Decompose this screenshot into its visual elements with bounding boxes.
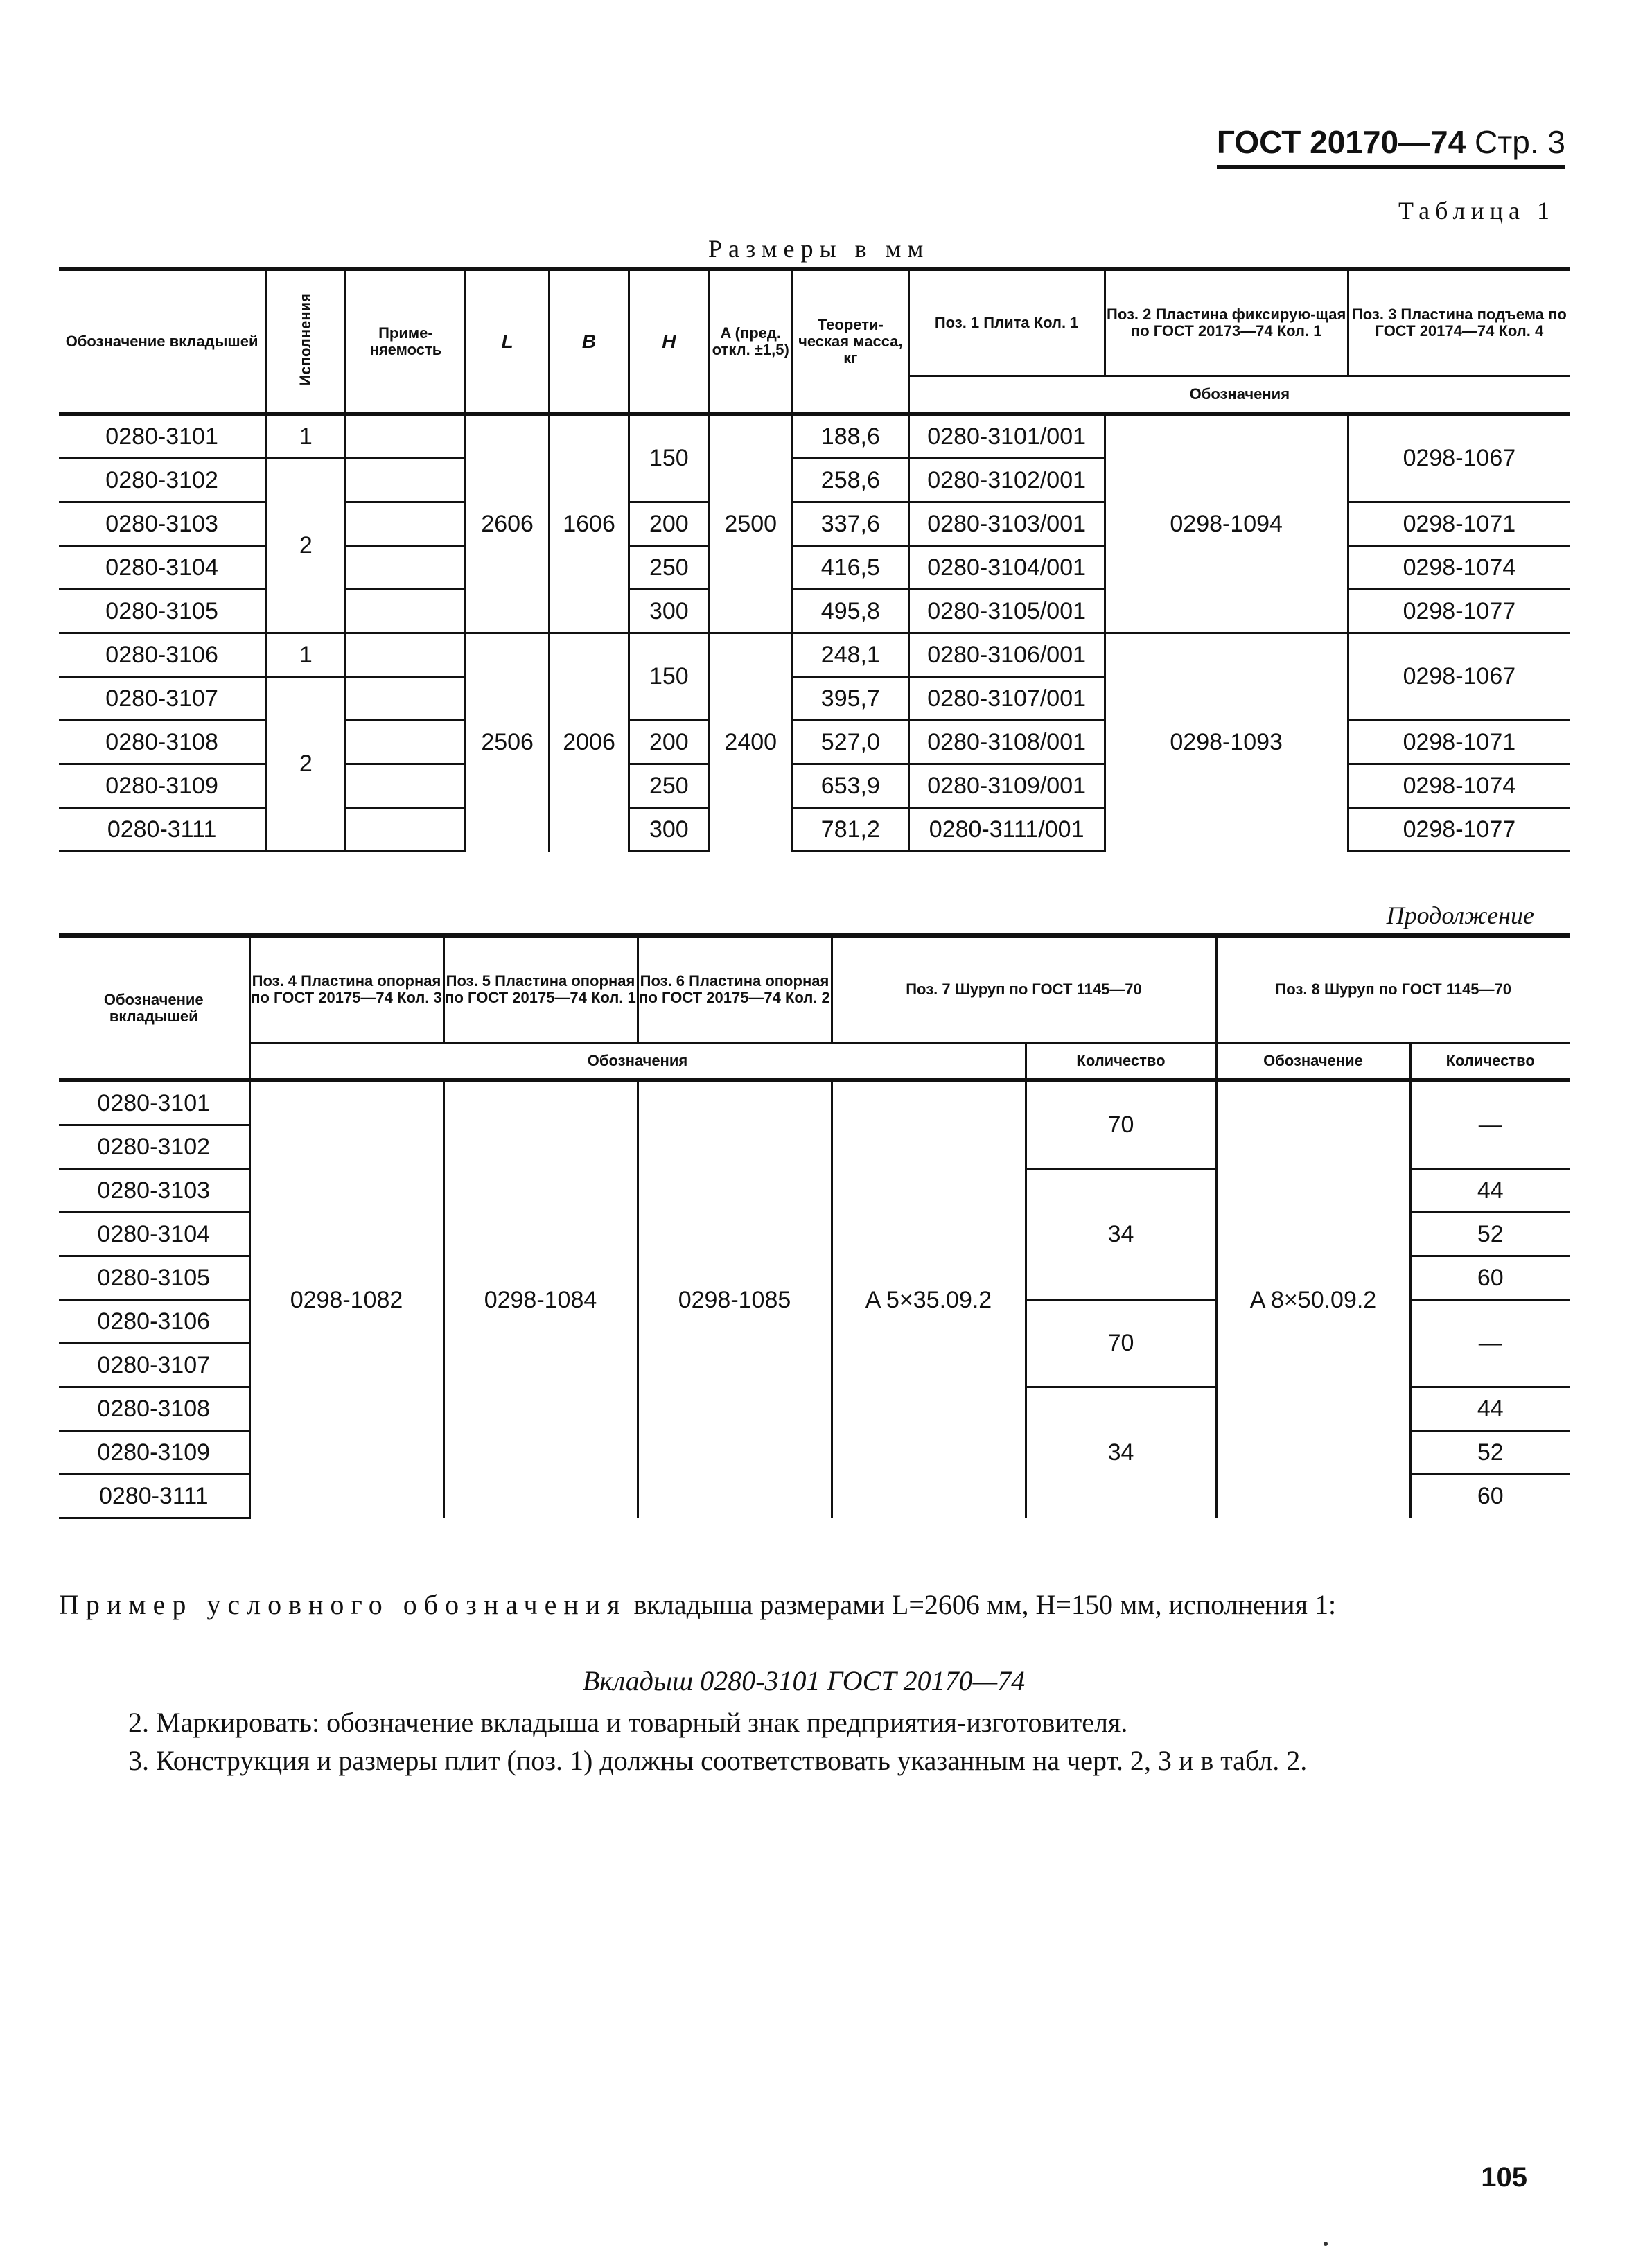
example-paragraph xyxy=(59,1587,1549,1623)
cell-pos1: 0280-3101/001 xyxy=(908,414,1105,459)
col-designation-pos8: Обозначение xyxy=(1216,1043,1410,1081)
cell-L: 2506 xyxy=(466,633,550,852)
cell-execution: 1 xyxy=(266,414,346,459)
table-caption: Таблица 1 xyxy=(1398,197,1555,225)
cell-mass: 248,1 xyxy=(792,633,908,677)
cell-designation: 0280-3107 xyxy=(59,677,266,721)
col-pos2: Поз. 2 Пластина фиксирую-щая по ГОСТ 20173—74 Кол. 1 xyxy=(1105,269,1348,376)
col-designations: Обозначения xyxy=(908,376,1570,414)
cell-L: 2606 xyxy=(466,414,550,633)
continuation-table xyxy=(59,933,1570,1519)
cell-designation: 0280-3111 xyxy=(59,1475,249,1518)
cell-designation: 0280-3109 xyxy=(59,1431,249,1475)
cell-pos7: A 5×35.09.2 xyxy=(832,1080,1026,1518)
cell-pos8-qty: 60 xyxy=(1410,1475,1570,1518)
cell-applicability xyxy=(346,546,466,590)
cell-applicability xyxy=(346,590,466,633)
cell-A: 2500 xyxy=(709,414,793,633)
cell-pos7-qty: 70 xyxy=(1026,1080,1216,1169)
cell-applicability xyxy=(346,808,466,852)
cell-designation: 0280-3111 xyxy=(59,808,266,852)
col-designation-2: Обозначение вкладышей xyxy=(59,936,249,1080)
cell-pos3: 0298-1067 xyxy=(1348,633,1570,721)
cell-designation: 0280-3101 xyxy=(59,1080,249,1125)
cell-pos8-qty: 44 xyxy=(1410,1169,1570,1213)
cell-designation: 0280-3104 xyxy=(59,546,266,590)
page-header xyxy=(1217,123,1565,169)
cell-designation: 0280-3105 xyxy=(59,1256,249,1300)
cell-designation: 0280-3104 xyxy=(59,1213,249,1256)
cell-pos1: 0280-3111/001 xyxy=(908,808,1105,852)
cell-H: 150 xyxy=(629,414,709,502)
table-row xyxy=(59,633,1570,677)
cell-designation: 0280-3103 xyxy=(59,1169,249,1213)
cell-pos3: 0298-1074 xyxy=(1348,764,1570,808)
cell-A: 2400 xyxy=(709,633,793,852)
cell-applicability xyxy=(346,414,466,459)
cell-designation: 0280-3109 xyxy=(59,764,266,808)
table-row xyxy=(59,1080,1570,1125)
cell-pos8-qty: — xyxy=(1410,1300,1570,1387)
col-pos3: Поз. 3 Пластина подъема по ГОСТ 20174—74 Кол. 4 xyxy=(1348,269,1570,376)
cell-pos1: 0280-3106/001 xyxy=(908,633,1105,677)
cell-pos1: 0280-3109/001 xyxy=(908,764,1105,808)
cell-pos6: 0298-1085 xyxy=(638,1080,832,1518)
cell-H: 250 xyxy=(629,764,709,808)
cell-execution: 2 xyxy=(266,677,346,852)
cell-H: 200 xyxy=(629,502,709,546)
col-mass: Теорети-ческая масса, кг xyxy=(792,269,908,414)
cell-designation: 0280-3108 xyxy=(59,1387,249,1431)
cell-designation: 0280-3102 xyxy=(59,459,266,502)
cell-pos8: A 8×50.09.2 xyxy=(1216,1080,1410,1518)
cell-H: 200 xyxy=(629,721,709,764)
cell-designation: 0280-3106 xyxy=(59,1300,249,1344)
cell-pos1: 0280-3108/001 xyxy=(908,721,1105,764)
cell-applicability xyxy=(346,721,466,764)
cell-pos2: 0298-1094 xyxy=(1105,414,1348,633)
col-L: L xyxy=(466,269,550,414)
col-applicability: Приме-няемость xyxy=(346,269,466,414)
item-3: 3. Конструкция и размеры плит (поз. 1) должны соответствовать указанным на черт. 2, 3 и в табл. 2. xyxy=(128,1745,1308,1776)
col-designations-2: Обозначения xyxy=(249,1043,1026,1081)
cell-pos5: 0298-1084 xyxy=(443,1080,638,1518)
cell-designation: 0280-3107 xyxy=(59,1344,249,1387)
page-label: Стр. 3 xyxy=(1474,124,1565,160)
cell-B: 2006 xyxy=(549,633,629,852)
cell-H: 250 xyxy=(629,546,709,590)
cell-H: 150 xyxy=(629,633,709,721)
cell-pos8-qty: 52 xyxy=(1410,1213,1570,1256)
cell-pos8-qty: 60 xyxy=(1410,1256,1570,1300)
table-row xyxy=(59,414,1570,459)
cell-designation: 0280-3106 xyxy=(59,633,266,677)
cell-pos1: 0280-3104/001 xyxy=(908,546,1105,590)
col-pos5: Поз. 5 Пластина опорная по ГОСТ 20175—74 Кол. 1 xyxy=(443,936,638,1043)
cell-mass: 188,6 xyxy=(792,414,908,459)
cell-B: 1606 xyxy=(549,414,629,633)
cell-pos4: 0298-1082 xyxy=(249,1080,443,1518)
cell-mass: 416,5 xyxy=(792,546,908,590)
example-designation: Вкладыш 0280-3101 ГОСТ 20170—74 xyxy=(582,1665,1026,1696)
cell-pos1: 0280-3107/001 xyxy=(908,677,1105,721)
cell-pos3: 0298-1067 xyxy=(1348,414,1570,502)
cell-pos8-qty: 52 xyxy=(1410,1431,1570,1475)
example-intro: Пример условного обозначения xyxy=(59,1589,627,1620)
col-pos8: Поз. 8 Шуруп по ГОСТ 1145—70 xyxy=(1216,936,1570,1043)
col-pos7: Поз. 7 Шуруп по ГОСТ 1145—70 xyxy=(832,936,1216,1043)
cell-pos7-qty: 34 xyxy=(1026,1387,1216,1518)
cell-mass: 495,8 xyxy=(792,590,908,633)
gost-number: ГОСТ 20170—74 xyxy=(1216,124,1466,160)
cell-designation: 0280-3103 xyxy=(59,502,266,546)
cell-mass: 337,6 xyxy=(792,502,908,546)
cell-applicability xyxy=(346,502,466,546)
cell-designation: 0280-3101 xyxy=(59,414,266,459)
example-intro-rest: вкладыша размерами L=2606 мм, H=150 мм, исполнения 1: xyxy=(633,1589,1337,1620)
cell-mass: 395,7 xyxy=(792,677,908,721)
scan-dot xyxy=(1324,2242,1328,2246)
cell-mass: 527,0 xyxy=(792,721,908,764)
units-label: Размеры в мм xyxy=(708,235,930,263)
cell-pos3: 0298-1071 xyxy=(1348,721,1570,764)
page-number: 105 xyxy=(1481,2162,1527,2193)
cell-pos3: 0298-1071 xyxy=(1348,502,1570,546)
dimensions-table xyxy=(59,267,1570,852)
cell-applicability xyxy=(346,633,466,677)
cell-pos1: 0280-3102/001 xyxy=(908,459,1105,502)
continuation-label: Продолжение xyxy=(1386,902,1534,929)
cell-designation: 0280-3108 xyxy=(59,721,266,764)
cell-applicability xyxy=(346,764,466,808)
cell-pos7-qty: 34 xyxy=(1026,1169,1216,1300)
cell-H: 300 xyxy=(629,590,709,633)
cell-designation: 0280-3105 xyxy=(59,590,266,633)
col-execution: Исполнения xyxy=(266,269,346,414)
col-pos6: Поз. 6 Пластина опорная по ГОСТ 20175—74 Кол. 2 xyxy=(638,936,832,1043)
col-designation: Обозначение вкладышей xyxy=(59,269,266,414)
cell-pos8-qty: 44 xyxy=(1410,1387,1570,1431)
cell-pos3: 0298-1077 xyxy=(1348,590,1570,633)
item-2: 2. Маркировать: обозначение вкладыша и товарный знак предприятия-изготовителя. xyxy=(128,1707,1128,1738)
cell-pos1: 0280-3105/001 xyxy=(908,590,1105,633)
col-quantity: Количество xyxy=(1026,1043,1216,1081)
cell-applicability xyxy=(346,459,466,502)
cell-mass: 781,2 xyxy=(792,808,908,852)
cell-pos2: 0298-1093 xyxy=(1105,633,1348,852)
col-quantity-pos8: Количество xyxy=(1410,1043,1570,1081)
cell-pos3: 0298-1077 xyxy=(1348,808,1570,852)
cell-designation: 0280-3102 xyxy=(59,1125,249,1169)
cell-H: 300 xyxy=(629,808,709,852)
cell-pos1: 0280-3103/001 xyxy=(908,502,1105,546)
col-A: A (пред. откл. ±1,5) xyxy=(709,269,793,414)
cell-execution: 2 xyxy=(266,459,346,633)
cell-pos8-qty: — xyxy=(1410,1080,1570,1169)
cell-pos3: 0298-1074 xyxy=(1348,546,1570,590)
cell-execution: 1 xyxy=(266,633,346,677)
col-pos1: Поз. 1 Плита Кол. 1 xyxy=(908,269,1105,376)
col-pos4: Поз. 4 Пластина опорная по ГОСТ 20175—74 Кол. 3 xyxy=(249,936,443,1043)
col-B: B xyxy=(549,269,629,414)
cell-mass: 653,9 xyxy=(792,764,908,808)
cell-pos7-qty: 70 xyxy=(1026,1300,1216,1387)
cell-applicability xyxy=(346,677,466,721)
cell-mass: 258,6 xyxy=(792,459,908,502)
col-H: H xyxy=(629,269,709,414)
